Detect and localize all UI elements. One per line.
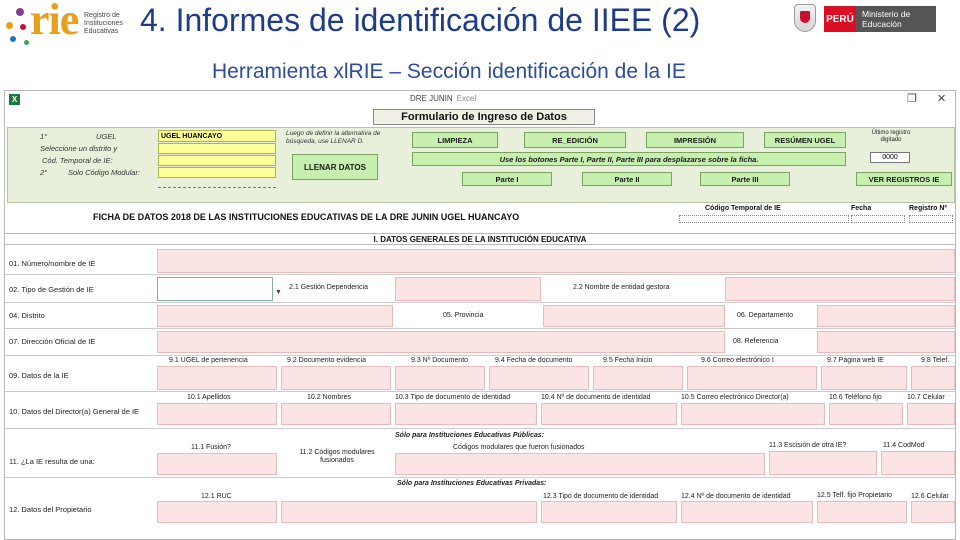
parte2-button[interactable]: Parte II [582, 172, 672, 186]
label-escision: 11.3 Escisión de otra IE? [769, 442, 847, 449]
label-apellidos: 10.1 Apellidos [187, 394, 231, 401]
label-nro-documento: 9.3 Nº Documento [411, 357, 469, 364]
label-departamento: 06. Departamento [737, 312, 794, 319]
file-name: DRE JUNIN [410, 94, 453, 103]
app-name: Excel [456, 94, 477, 103]
label-datos-director: 10. Datos del Director(a) General de IE [9, 407, 140, 416]
form-title: Formulario de Ingreso de Datos [373, 109, 595, 125]
close-icon[interactable]: ✕ [937, 93, 947, 105]
parte1-button[interactable]: Parte I [462, 172, 552, 186]
label-solo-privadas: Sólo para Instituciones Educativas Privadas: [397, 480, 547, 487]
select-tipo-gestion[interactable] [157, 277, 273, 301]
ministry-label: Ministerio de Educación [856, 6, 936, 32]
excel-icon: X [9, 94, 20, 105]
row-divider [5, 428, 955, 429]
input-celular-propietario[interactable] [911, 501, 955, 523]
rie-logo-text: rie [30, 0, 79, 44]
parte3-button[interactable]: Parte III [700, 172, 790, 186]
distrito-label: Seleccione un distrito y [40, 144, 118, 153]
label-telefono-ie: 9.8 Telef. [921, 357, 950, 364]
label-celular-propietario: 12.6 Celular [911, 493, 949, 500]
input-nombres[interactable] [281, 403, 391, 425]
input-correo-ie[interactable] [687, 366, 817, 390]
rie-logo-subtitle: Registro de Instituciones Educativas [84, 12, 123, 35]
label-correo-director: 10.5 Correo electrónico Director(a) [681, 394, 789, 401]
rie-logo-dots [2, 4, 32, 48]
peru-label: PERÚ [824, 6, 856, 32]
form-panel [7, 127, 955, 203]
label-ruc: 12.1 RUC [201, 493, 232, 500]
label-telefono-director: 10.6 Teléfono fijo [829, 394, 882, 401]
label-tipo-doc-propietario: 12.3 Tipo de documento de identidad [543, 493, 659, 500]
label-solo-publicas: Sólo para Instituciones Educativas Públicas: [395, 432, 544, 439]
input-nro-documento[interactable] [395, 366, 485, 390]
input-pagina-web[interactable] [821, 366, 907, 390]
row-divider [5, 328, 955, 329]
label-distrito: 04. Distrito [9, 311, 45, 320]
input-codmod[interactable] [881, 451, 955, 475]
restore-icon[interactable]: ❐ [907, 93, 917, 105]
label-correo-ie: 9.6 Correo electrónico I [701, 357, 774, 364]
label-nombre-ie: 01. Número/nombre de IE [9, 259, 96, 268]
label-nro-doc-propietario: 12.4 Nº de documento de identidad [681, 493, 791, 500]
codigo-temporal-header: Código Temporal de IE [705, 205, 781, 212]
input-fusion[interactable] [157, 453, 277, 475]
label-gestion-dependencia: 2.1 Gestión Dependencia [289, 284, 368, 291]
window-title [410, 94, 476, 103]
input-celular-director[interactable] [907, 403, 955, 425]
input-tipo-doc-director[interactable] [395, 403, 537, 425]
row-divider [5, 477, 955, 478]
input-escision[interactable] [769, 451, 877, 475]
label-datos-propietario: 12. Datos del Propietario [9, 505, 92, 514]
input-nro-doc-director[interactable] [541, 403, 677, 425]
label-entidad-gestora: 2.2 Nombre de entidad gestora [573, 284, 670, 291]
ficha-title: FICHA DE DATOS 2018 DE LAS INSTITUCIONES EDUCATIVAS DE LA DRE JUNIN UGEL HUANCAYO [93, 212, 520, 222]
llenar-datos-button[interactable]: LLENAR DATOS [292, 154, 378, 180]
input-documento-evidencia[interactable] [281, 366, 391, 390]
label-fusion: 11.1 Fusión? [191, 444, 231, 451]
limpieza-button[interactable]: LIMPIEZA [412, 132, 498, 148]
codigo-temporal-input[interactable] [158, 155, 276, 166]
step1-number: 1° [40, 132, 48, 141]
input-departamento[interactable] [817, 305, 955, 327]
ultimo-registro-value: 0000 [870, 152, 910, 163]
input-fecha-documento[interactable] [489, 366, 589, 390]
label-tipo-doc-director: 10.3 Tipo de documento de identidad [395, 394, 511, 401]
ugel-label: UGEL [96, 132, 117, 141]
input-apellidos[interactable] [157, 403, 277, 425]
input-referencia[interactable] [817, 331, 955, 353]
ver-registros-button[interactable]: VER REGISTROS IE [856, 172, 952, 186]
re-edicion-button[interactable]: RE_EDICIÓN [524, 132, 626, 148]
input-entidad-gestora[interactable] [725, 277, 955, 301]
label-nro-doc-director: 10.4 Nº de documento de identidad [541, 394, 651, 401]
input-telefono-director[interactable] [829, 403, 903, 425]
chevron-down-icon[interactable]: ▼ [275, 289, 282, 296]
label-referencia: 08. Referencia [733, 338, 779, 345]
codigo-modular-digits [158, 180, 276, 188]
input-provincia[interactable] [543, 305, 725, 327]
label-direccion: 07. Dirección Oficial de IE [9, 337, 96, 346]
input-distrito[interactable] [157, 305, 393, 327]
input-ruc[interactable] [157, 501, 277, 523]
input-correo-director[interactable] [681, 403, 825, 425]
slide-subtitle: Herramienta xlRIE – Sección identificación de la IE [212, 60, 686, 83]
label-datos-ie: 09. Datos de la IE [9, 371, 69, 380]
row-divider [5, 302, 955, 303]
search-note: Luego de definir la alternativa de búsqueda, use LLENAR D. [286, 130, 381, 145]
label-telefono-propietario: 12.5 Telf. fijo Propietario [817, 492, 892, 499]
input-telefono-propietario[interactable] [817, 501, 907, 523]
registro-header: Registro Nº [909, 205, 947, 212]
label-fecha-inicio: 9.5 Fecha Inicio [603, 357, 653, 364]
ugel-select[interactable]: UGEL HUANCAYO [158, 130, 276, 142]
input-nombre-ie[interactable] [157, 249, 955, 273]
label-ie-resulta: 11. ¿La IE resulta de una: [9, 457, 95, 466]
input-direccion[interactable] [157, 331, 725, 353]
label-codigos-fusionados: 11.2 Códigos modulares fusionados [299, 449, 375, 464]
label-codigos-que-fueron-fusionados: Códigos modulares que fueron fusionados [453, 444, 585, 451]
impresion-button[interactable]: IMPRESIÓN [646, 132, 744, 148]
input-codigos-fusionados[interactable] [395, 453, 765, 475]
input-telefono-ie[interactable] [911, 366, 955, 390]
label-ugel-pertenencia: 9.1 UGEL de pertenencia [169, 357, 248, 364]
row-divider [5, 391, 955, 392]
peru-shield-icon [794, 4, 816, 32]
label-documento-evidencia: 9.2 Documento evidencia [287, 357, 366, 364]
input-gestion-dependencia[interactable] [395, 277, 541, 301]
row-divider [5, 274, 955, 275]
row-divider [5, 355, 955, 356]
codigo-temporal-cells [679, 215, 849, 223]
distrito-input[interactable] [158, 143, 276, 154]
label-fecha-documento: 9.4 Fecha de documento [495, 357, 573, 364]
codigo-label: Cód. Temporal de IE: [42, 156, 113, 165]
registro-cells [909, 215, 953, 223]
resumen-ugel-button[interactable]: RESÚMEN UGEL [764, 132, 846, 148]
label-nombres: 10.2 Nombres [307, 394, 351, 401]
excel-window [4, 90, 956, 540]
ultimo-registro-label: Último registro digitado [871, 130, 911, 143]
label-tipo-gestion: 02. Tipo de Gestión de IE [9, 285, 94, 294]
modular-label: Solo Código Modular: [68, 168, 141, 177]
input-fecha-inicio[interactable] [593, 366, 683, 390]
input-tipo-doc-propietario[interactable] [541, 501, 677, 523]
input-propietario[interactable] [281, 501, 537, 523]
fecha-cells [851, 215, 905, 223]
label-celular-director: 10.7 Celular [907, 394, 945, 401]
label-pagina-web: 9.7 Página web IE [827, 357, 884, 364]
section-datos-generales: I. DATOS GENERALES DE LA INSTITUCIÓN EDUCATIVA [5, 233, 955, 245]
parts-hint: Use los botones Parte I, Parte II, Parte III para desplazarse sobre la ficha. [412, 152, 846, 166]
slide-title: 4. Informes de identificación de IIEE (2) [140, 2, 701, 38]
label-provincia: 05. Provincia [443, 312, 484, 319]
step2-number: 2° [40, 168, 48, 177]
input-nro-doc-propietario[interactable] [681, 501, 813, 523]
fecha-header: Fecha [851, 205, 872, 212]
label-codmod: 11.4 CodMod [883, 442, 925, 449]
codigo-modular-input[interactable] [158, 167, 276, 178]
input-ugel-pertenencia[interactable] [157, 366, 277, 390]
